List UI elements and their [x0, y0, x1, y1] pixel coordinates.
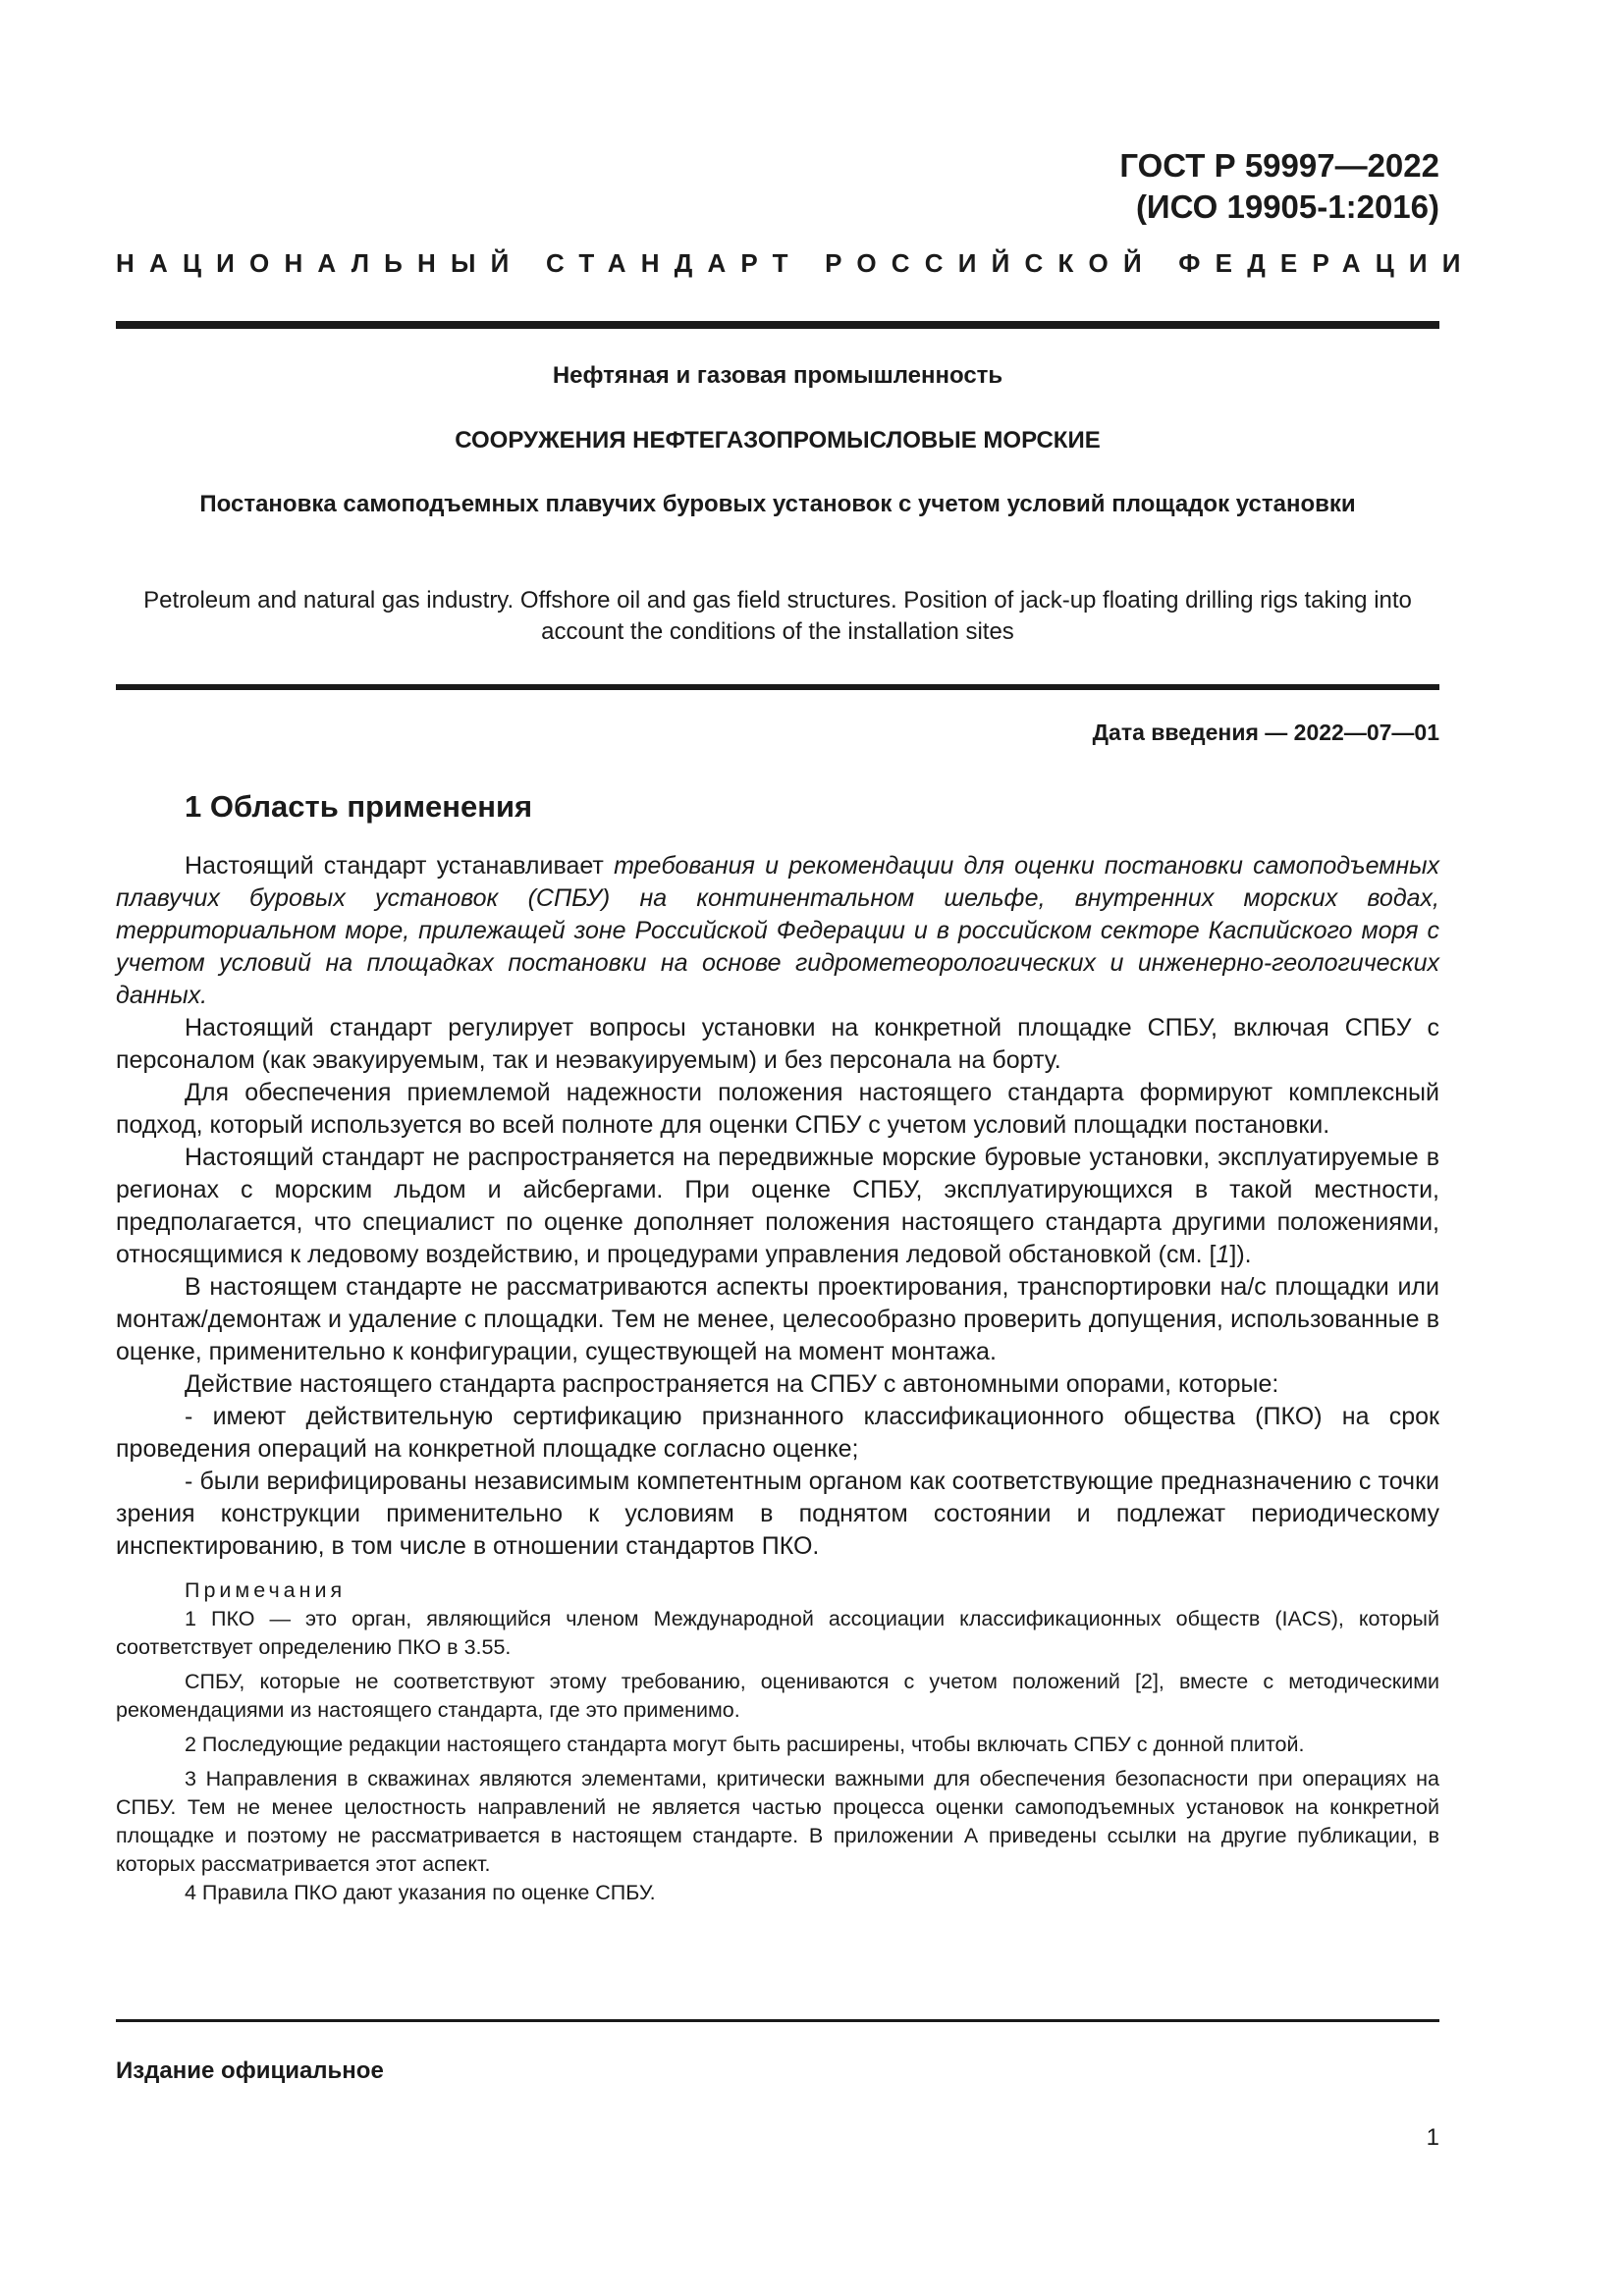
page-number: 1: [1426, 2124, 1439, 2151]
note-4: 4 Правила ПКО дают указания по оценке СПБУ.: [185, 1881, 656, 1904]
note-1-continuation: СПБУ, которые не соответствуют этому требованию, оцениваются с учетом положений [2], вместе с методическими рекомендациями из настоящего стандарта, где это применимо.: [116, 1670, 1439, 1722]
industry-title: Нефтяная и газовая промышленность: [552, 362, 1003, 389]
paragraph-applicability: Действие настоящего стандарта распространяется на СПБУ с автономными опорами, которые:: [185, 1370, 1279, 1398]
gost-number: ГОСТ Р 59997—2022: [1119, 147, 1439, 184]
notes-block: [116, 1576, 1439, 1907]
official-edition-label: Издание официальное: [116, 2057, 384, 2084]
main-title: СООРУЖЕНИЯ НЕФТЕГАЗОПРОМЫСЛОВЫЕ МОРСКИЕ: [455, 427, 1101, 454]
english-title: Petroleum and natural gas industry. Offshore oil and gas field structures. Position of jack-up floating drilling rigs taking into account the conditions of the installation sites: [143, 587, 1412, 645]
paragraph-regulation: Настоящий стандарт регулирует вопросы установки на конкретной площадке СПБУ, включая СПБУ с персоналом (как эвакуируемым, так и неэвакуируемым) и без персонала на борту.: [116, 1014, 1439, 1074]
note-3: 3 Направления в скважинах являются элементами, критически важными для обеспечения безопасности при операциях на СПБУ. Тем не менее целостность направлений не является частью процесса оценки самоподъемных установок на конкретной площадке и поэтому не рассматривается в настоящем стандарте. В приложении А приведены ссылки на другие публикации, в которых рассматривается этот аспект.: [116, 1767, 1439, 1876]
paragraph-scope: Настоящий стандарт устанавливает требования и рекомендации для оценки постановки самоподъемных плавучих буровых установок (СПБУ) на континентальном шельфе, внутренних морских водах, территориальном море, прилежащей зоне Российской Федерации и в российском секторе Каспийского моря с учетом условий на площадках постановки на основе гидрометеорологических и инженерно-геологических данных.: [116, 852, 1439, 1009]
notes-title: Примечания: [185, 1578, 347, 1602]
introduction-date: Дата введения — 2022—07—01: [1092, 720, 1439, 745]
footer-divider: [116, 2019, 1439, 2022]
section-body: [116, 850, 1439, 1907]
national-standard-banner: НАЦИОНАЛЬНЫЙ СТАНДАРТ РОССИЙСКОЙ ФЕДЕРАЦИИ: [116, 248, 1476, 278]
list-item: - имеют действительную сертификацию признанного классификационного общества (ПКО) на срок проведения операций на конкретной площадке согласно оценке;: [116, 1403, 1439, 1463]
iso-number: (ИСО 19905-1:2016): [1135, 188, 1439, 225]
sub-title: Постановка самоподъемных плавучих буровых установок с учетом условий площадок установки: [199, 491, 1356, 517]
header-divider: [116, 321, 1439, 329]
paragraph-reliability: Для обеспечения приемлемой надежности положения настоящего стандарта формируют комплексный подход, который используется во всей полноте для оценки СПБУ с учетом условий площадки постановки.: [116, 1079, 1439, 1139]
standard-designation: [1119, 145, 1439, 228]
title-divider: [116, 684, 1439, 690]
section-heading: 1 Область применения: [185, 789, 533, 824]
paragraph-exclusions-design: В настоящем стандарте не рассматриваются аспекты проектирования, транспортировки на/с площадки или монтаж/демонтаж и удаление с площадки. Тем не менее, целесообразно проверить допущения, использованные в оценке, применительно к конфигурации, существующей на момент монтажа.: [116, 1273, 1439, 1365]
list-item: - были верифицированы независимым компетентным органом как соответствующие предназначению с точки зрения конструкции применительно к условиям в поднятом состоянии и подлежат периодическому инспектированию, в том числе в отношении стандартов ПКО.: [116, 1468, 1439, 1560]
note-2: 2 Последующие редакции настоящего стандарта могут быть расширены, чтобы включать СПБУ с донной плитой.: [185, 1733, 1305, 1756]
reference-link: 1: [1216, 1241, 1230, 1268]
paragraph-exclusions-ice: Настоящий стандарт не распространяется на передвижные морские буровые установки, эксплуатируемые в регионах с морским льдом и айсбергами. При оценке СПБУ, эксплуатирующихся в такой местности, предполагается, что специалист по оценке дополняет положения настоящего стандарта другими положениями, относящимися к ледовому воздействию, и процедурами управления ледовой обстановкой (см. [1]).: [116, 1144, 1439, 1268]
note-1: 1 ПКО — это орган, являющийся членом Международной ассоциации классификационных обществ (IACS), который соответствует определению ПКО в 3.55.: [116, 1607, 1439, 1659]
